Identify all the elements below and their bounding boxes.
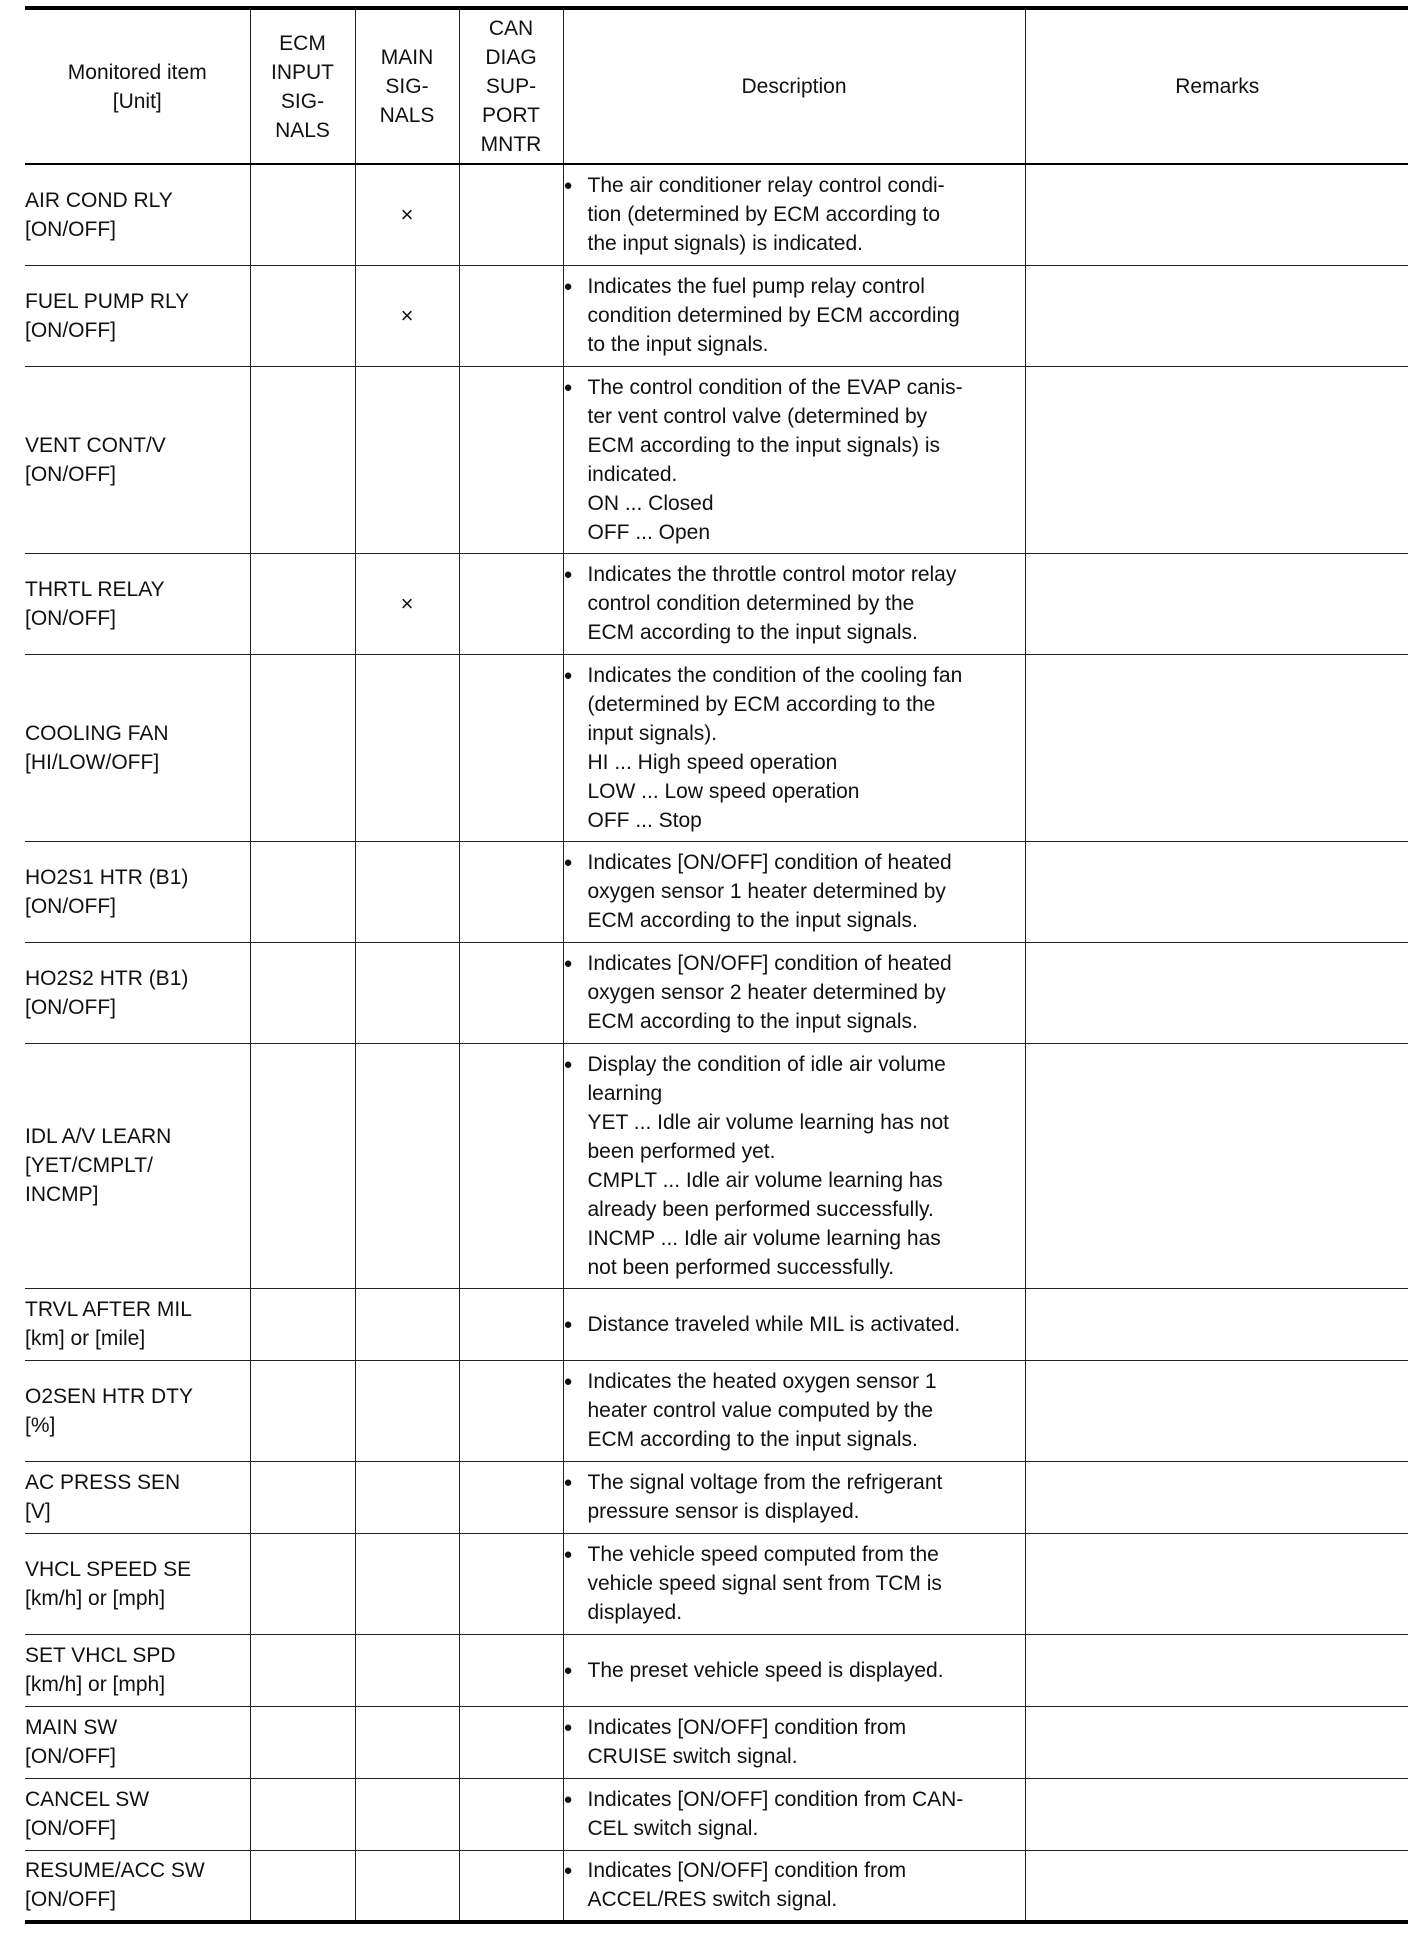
table-row [25,164,1408,265]
remarks-cell [1025,366,1408,553]
can-diag-support-cell [459,841,563,942]
can-diag-support-cell [459,1288,563,1360]
can-diag-support-cell [459,265,563,366]
main-signals-cell: × [355,553,459,654]
table-row [25,1043,1408,1288]
monitored-item-cell: HO2S2 HTR (B1) [ON/OFF] [25,942,250,1043]
monitored-item-cell: FUEL PUMP RLY [ON/OFF] [25,265,250,366]
table-row [25,1706,1408,1778]
monitored-item-cell: VHCL SPEED SE [km/h] or [mph] [25,1533,250,1634]
main-signals-cell [355,1634,459,1706]
monitored-item-cell: AC PRESS SEN [V] [25,1461,250,1533]
main-signals-cell [355,1288,459,1360]
description-text: Indicates [ON/OFF] condition from CAN- CEL switch signal. [587,1788,964,1840]
monitored-item-cell: IDL A/V LEARN [YET/CMPLT/ INCMP] [25,1043,250,1288]
bullet-icon: ● [563,1315,573,1333]
main-signals-cell [355,1706,459,1778]
remarks-cell [1025,553,1408,654]
remarks-cell [1025,1288,1408,1360]
monitored-item-cell: RESUME/ACC SW [ON/OFF] [25,1850,250,1922]
table-row [25,654,1408,841]
description-text: The preset vehicle speed is displayed. [587,1658,944,1682]
description-text: Distance traveled while MIL is activated. [587,1312,961,1336]
bullet-icon: ● [563,1546,573,1563]
ecm-input-signals-cell [250,1706,355,1778]
can-diag-support-cell [459,654,563,841]
can-diag-support-cell [459,1461,563,1533]
remarks-cell [1025,841,1408,942]
can-diag-support-cell [459,1634,563,1706]
header-main-signals: MAIN SIG- NALS [355,8,459,164]
bullet-icon: ● [563,1719,573,1736]
table-row [25,366,1408,553]
can-diag-support-cell [459,1043,563,1288]
description-text: The control condition of the EVAP canis- ter vent control valve (determined by ECM according to the input signals) is indicated. ON ... Closed OFF ... Open [587,375,963,544]
main-signals-cell: × [355,164,459,265]
bullet-icon: ● [563,177,573,195]
description-cell [563,1360,1025,1461]
ecm-input-signals-cell [250,1288,355,1360]
table-row [25,942,1408,1043]
description-cell [563,553,1025,654]
ecm-input-signals-cell [250,1360,355,1461]
description-cell [563,1461,1025,1533]
bullet-icon: ● [563,566,573,583]
remarks-cell [1025,1043,1408,1288]
header-ecm-input-signals: ECM INPUT SIG- NALS [250,8,355,164]
table-row [25,1288,1408,1360]
monitored-item-cell: MAIN SW [ON/OFF] [25,1706,250,1778]
description-cell [563,366,1025,553]
bullet-icon: ● [563,1661,573,1679]
monitored-item-cell: TRVL AFTER MIL [km] or [mile] [25,1288,250,1360]
can-diag-support-cell [459,164,563,265]
bullet-icon: ● [563,278,573,295]
main-signals-cell [355,1778,459,1850]
ecm-input-signals-cell [250,1850,355,1922]
can-diag-support-cell [459,1533,563,1634]
can-diag-support-cell [459,1706,563,1778]
monitored-item-cell: O2SEN HTR DTY [%] [25,1360,250,1461]
monitored-item-cell: CANCEL SW [ON/OFF] [25,1778,250,1850]
can-diag-support-cell [459,553,563,654]
table-row [25,553,1408,654]
description-text: Indicates the throttle control motor relay control condition determined by the ECM according to the input signals. [587,563,957,644]
main-signals-cell [355,1850,459,1922]
bullet-icon: ● [563,1055,573,1073]
ecm-input-signals-cell [250,1778,355,1850]
remarks-cell [1025,265,1408,366]
main-signals-cell [355,1461,459,1533]
ecm-input-signals-cell [250,654,355,841]
main-signals-cell [355,1043,459,1288]
description-text: Indicates [ON/OFF] condition of heated oxygen sensor 2 heater determined by ECM according to the input signals. [587,952,952,1033]
description-cell [563,1533,1025,1634]
can-diag-support-cell [459,942,563,1043]
description-cell [563,1778,1025,1850]
description-cell [563,942,1025,1043]
bullet-icon: ● [563,666,573,684]
bullet-icon: ● [563,1862,573,1880]
can-diag-support-cell [459,1778,563,1850]
remarks-cell [1025,164,1408,265]
ecm-input-signals-cell [250,1634,355,1706]
can-diag-support-cell [459,366,563,553]
description-text: Indicates the heated oxygen sensor 1 heater control value computed by the ECM according to the input signals. [587,1370,937,1451]
description-cell [563,1706,1025,1778]
table-body [25,164,1408,1922]
remarks-cell [1025,654,1408,841]
main-signals-cell [355,1360,459,1461]
monitored-item-cell: VENT CONT/V [ON/OFF] [25,366,250,553]
remarks-cell [1025,1461,1408,1533]
bullet-icon: ● [563,378,573,396]
monitored-item-cell: SET VHCL SPD [km/h] or [mph] [25,1634,250,1706]
can-diag-support-cell [459,1850,563,1922]
ecm-input-signals-cell [250,1533,355,1634]
ecm-input-signals-cell [250,553,355,654]
main-signals-cell [355,841,459,942]
header-can-diag-support-mntr: CAN DIAG SUP- PORT MNTR [459,8,563,164]
remarks-cell [1025,1360,1408,1461]
description-text: The signal voltage from the refrigerant pressure sensor is displayed. [587,1471,943,1523]
description-cell [563,841,1025,942]
table-row [25,1533,1408,1634]
remarks-cell [1025,1778,1408,1850]
main-signals-cell: × [355,265,459,366]
description-text: Indicates [ON/OFF] condition of heated oxygen sensor 1 heater determined by ECM according to the input signals. [587,851,952,932]
monitored-item-cell: THRTL RELAY [ON/OFF] [25,553,250,654]
description-cell [563,1043,1025,1288]
monitored-item-cell: COOLING FAN [HI/LOW/OFF] [25,654,250,841]
monitored-item-cell: HO2S1 HTR (B1) [ON/OFF] [25,841,250,942]
header-monitored-item: Monitored item [Unit] [25,8,250,164]
monitored-item-cell: AIR COND RLY [ON/OFF] [25,164,250,265]
description-text: Display the condition of idle air volume learning YET ... Idle air volume learning has not been performed yet. CMPLT ... Idle air volume learning has already been performed successfully. INCMP ... Idle air volume learning has not been performed successfully. [587,1052,949,1279]
bullet-icon: ● [563,1373,573,1390]
table-row [25,841,1408,942]
main-signals-cell [355,942,459,1043]
description-text: The vehicle speed computed from the vehicle speed signal sent from TCM is displayed. [587,1543,942,1624]
ecm-input-signals-cell [250,1043,355,1288]
can-diag-support-cell [459,1360,563,1461]
table-row [25,1634,1408,1706]
ecm-input-signals-cell [250,942,355,1043]
description-cell [563,1850,1025,1922]
header-row [25,8,1408,164]
table-row [25,1360,1408,1461]
remarks-cell [1025,1706,1408,1778]
description-cell [563,164,1025,265]
main-signals-cell [355,1533,459,1634]
table-row [25,1778,1408,1850]
header-remarks: Remarks [1025,8,1408,164]
description-text: Indicates [ON/OFF] condition from ACCEL/RES switch signal. [587,1859,907,1912]
ecm-input-signals-cell [250,164,355,265]
remarks-cell [1025,942,1408,1043]
remarks-cell [1025,1634,1408,1706]
remarks-cell [1025,1850,1408,1922]
bullet-icon: ● [563,1791,573,1808]
table-row [25,1850,1408,1922]
table-row [25,1461,1408,1533]
ecm-input-signals-cell [250,265,355,366]
bullet-icon: ● [563,854,573,871]
description-cell [563,1288,1025,1360]
bullet-icon: ● [563,955,573,972]
header-description: Description [563,8,1025,164]
description-cell [563,1634,1025,1706]
main-signals-cell [355,654,459,841]
table-row [25,265,1408,366]
ecm-input-signals-cell [250,366,355,553]
ecm-input-signals-cell [250,841,355,942]
description-cell [563,265,1025,366]
description-cell [563,654,1025,841]
ecm-input-signals-cell [250,1461,355,1533]
description-text: Indicates [ON/OFF] condition from CRUISE switch signal. [587,1716,907,1768]
main-signals-cell [355,366,459,553]
monitor-item-table [25,6,1408,1924]
remarks-cell [1025,1533,1408,1634]
description-text: Indicates the condition of the cooling fan (determined by ECM according to the input signals). HI ... High speed operation LOW ... Low speed operation OFF ... Stop [587,663,963,832]
description-text: The air conditioner relay control condi- tion (determined by ECM according to the input signals) is indicated. [587,174,945,256]
bullet-icon: ● [563,1474,573,1491]
description-text: Indicates the fuel pump relay control condition determined by ECM according to the input signals. [587,275,960,356]
